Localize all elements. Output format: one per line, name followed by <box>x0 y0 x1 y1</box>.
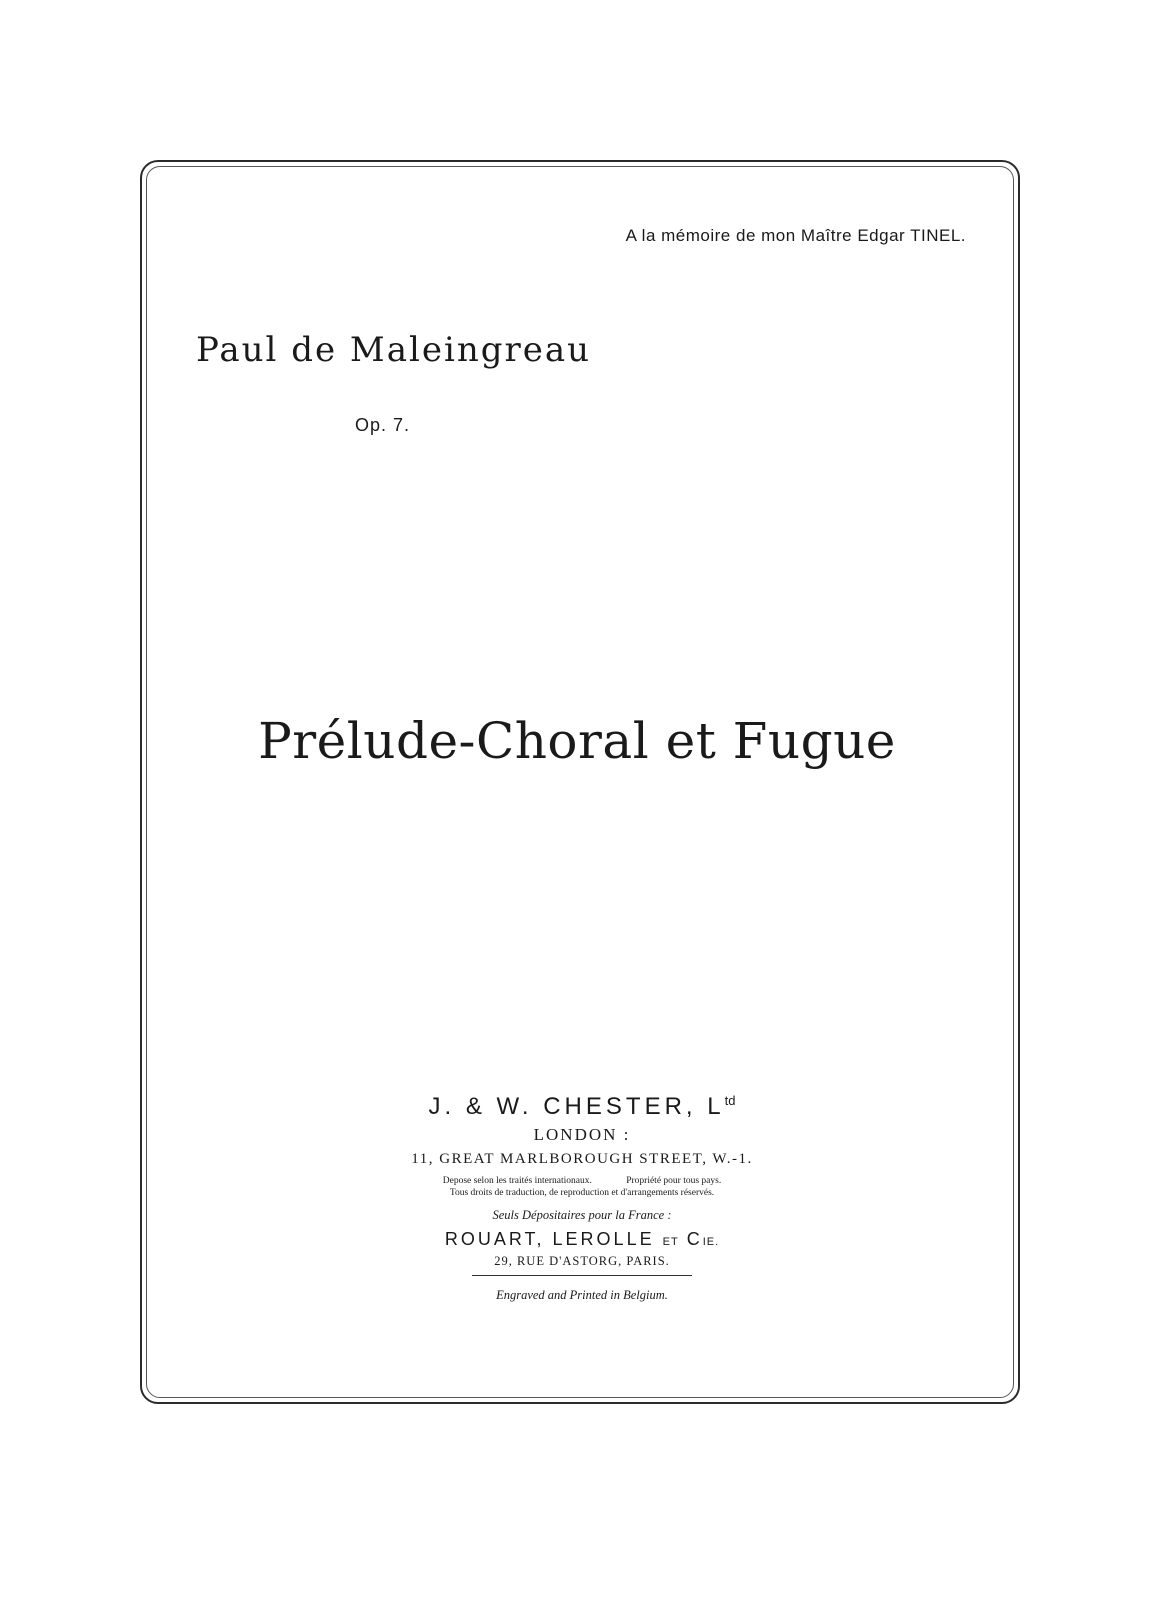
publisher-address: 11, GREAT MARLBOROUGH STREET, W.-1. <box>411 1151 753 1167</box>
publisher-city: LONDON : <box>533 1125 631 1144</box>
french-publisher-name <box>292 1229 872 1250</box>
french-publisher-et: ET <box>662 1236 679 1248</box>
legal-notice-left: Depose selon les traités internationaux. <box>442 1176 592 1186</box>
french-publisher-cie: C <box>686 1229 703 1249</box>
legal-notice-right: Propriété pour tous pays. <box>626 1176 722 1186</box>
divider-rule <box>472 1275 692 1276</box>
composer-name: Paul de Maleingreau <box>196 330 592 370</box>
legal-notice-rights: Tous droits de traduction, de reproduction et d'arrangements réservés. <box>449 1188 715 1198</box>
printed-in-note: Engraved and Printed in Belgium. <box>496 1288 668 1302</box>
french-publisher-name-text: ROUART, LEROLLE <box>444 1229 655 1249</box>
work-title: Prélude-Choral et Fugue <box>258 712 896 770</box>
legal-notice-row <box>292 1176 872 1186</box>
publisher-name-suffix: td <box>724 1093 736 1108</box>
depositaires-label: Seuls Dépositaires pour la France : <box>492 1208 672 1222</box>
french-publisher-cie-suffix: IE. <box>702 1236 720 1248</box>
publisher-block <box>292 1093 872 1303</box>
publisher-name-text: J. & W. CHESTER, L <box>428 1093 725 1120</box>
dedication: A la mémoire de mon Maître Edgar TINEL. <box>625 226 966 245</box>
french-publisher-address: 29, RUE D'ASTORG, PARIS. <box>494 1254 670 1268</box>
opus-number: Op. 7. <box>355 415 411 435</box>
publisher-name <box>292 1093 872 1121</box>
